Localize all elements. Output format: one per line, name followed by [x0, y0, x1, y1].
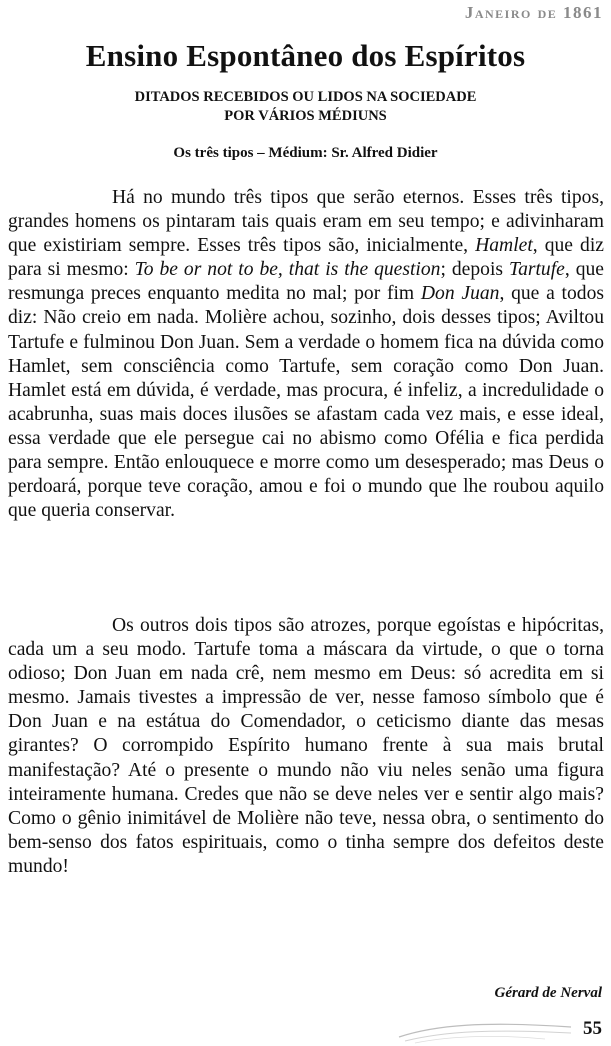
- don-juan-italic: Don Juan: [420, 283, 500, 305]
- quote-italic: To be or not to be, that is the question: [134, 259, 441, 281]
- subtitle-line-2: POR VÁRIOS MÉDIUNS: [224, 108, 387, 124]
- subtitle-line-1: DITADOS RECEBIDOS OU LIDOS NA SOCIEDADE: [134, 89, 477, 105]
- section-heading: Os três tipos – Médium: Sr. Alfred Didier: [173, 145, 438, 161]
- paragraph-1-text-3: ; depois: [440, 259, 509, 281]
- paragraph-1-text-5: , que a todos diz: Não creio em nada. Molière achou, sozinho, dois desses tipos; Aviltou Tartufe e fulminou Don Juan. Sem a verdade o homem fica na dúvida como Hamlet, sem consciência como Tartufe, sem coração como Don Juan. Hamlet está em dúvida, é verdade, mas procura, é infeliz, a incredulidade o acabrunha, suas mais doces ilusões se afastam cada vez mais, e esse ideal, essa verdade que ele persegue cai no abismo como Ofélia e fica perdida para sempre. Então enlouquece e morre como um desesperado; mas Deus o perdoará, porque teve coração, amou e foi o mundo que lhe roubou aquilo que queria conservar.: [8, 283, 604, 522]
- swash-ornament-icon: [395, 1005, 575, 1045]
- paragraph-1-text-2: , que diz para si mesmo:: [8, 235, 604, 281]
- running-header: Janeiro de 1861: [464, 3, 603, 22]
- article-subtitle: [0, 88, 611, 126]
- page-number: 55: [583, 1018, 602, 1039]
- paragraph-2: [8, 614, 604, 879]
- paragraph-2-text: Os outros dois tipos são atrozes, porque egoístas e hipócritas, cada um a seu modo. Tartufe toma a máscara da virtude, o que o torna odioso; Don Juan em nada crê, nem mesmo em Deus: só acredita em si mesmo. Jamais tivestes a impressão de ver, nesse famoso símbolo que é Don Juan e na estátua do Comendador, o ceticismo diante das mesas girantes? O corrompido Espírito humano frente à sua mais brutal manifestação? Até o presente o mundo não viu neles senão uma figura inteiramente humana. Credes que não se deve neles ver e sentir algo mais? Como o gênio inimitável de Molière não teve, nessa obra, o sentimento do bem-senso dos fatos espirituais, como o tinha sempre dos defeitos deste mundo!: [8, 615, 604, 877]
- paragraph-1: [8, 186, 604, 523]
- paragraph-1-text-1: Há no mundo três tipos que serão eternos. Esses três tipos, grandes homens os pintaram tais quais eram em seu tempo; e adivinharam que existiriam sempre. Esses três tipos são, inicialmente,: [8, 187, 604, 257]
- article-title: Ensino Espontâneo dos Espíritos: [85, 38, 526, 73]
- signature: Gérard de Nerval: [494, 985, 602, 1001]
- tartufe-italic: Tartufe: [508, 259, 565, 281]
- paragraph-1-text-4: , que resmunga preces enquanto medita no mal; por fim: [8, 259, 605, 305]
- hamlet-italic: Hamlet: [475, 235, 533, 257]
